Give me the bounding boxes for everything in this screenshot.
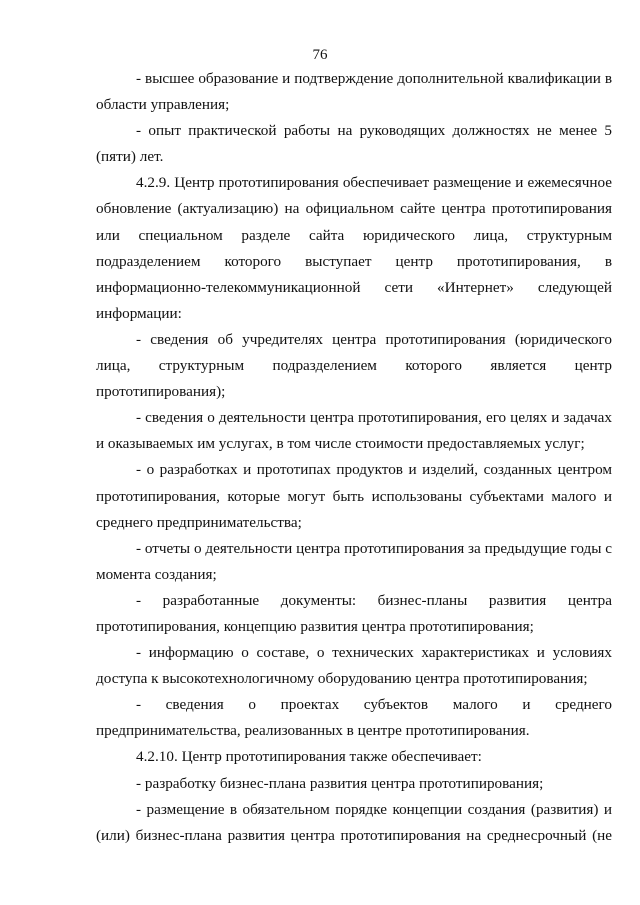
paragraph-4-2-10: 4.2.10. Центр прототипирования также обеспечивает: bbox=[136, 748, 482, 766]
document-body bbox=[96, 66, 612, 849]
list-item-projects-info: - сведения о проектах субъектов малого и среднего предпринимательства, реализованных в центре прототипирования. bbox=[96, 696, 612, 740]
list-item-concept-placement: - размещение в обязательном порядке концепции создания (развития) и (или) бизнес-плана развития центра прототипирования на среднесрочный (не bbox=[96, 800, 612, 844]
list-item-founders-info: - сведения об учредителях центра прототипирования (юридического лица, структурным подразделением которого является центр прототипирования); bbox=[96, 330, 612, 401]
paragraph-education-requirement: - высшее образование и подтверждение дополнительной квалификации в области управления; bbox=[96, 70, 612, 114]
list-item-documents-info: - разработанные документы: бизнес-планы развития центра прототипирования, концепцию развития центра прототипирования; bbox=[96, 591, 612, 635]
page-number: 76 bbox=[312, 47, 328, 63]
paragraph-experience-requirement: - опыт практической работы на руководящих должностях не менее 5 (пяти) лет. bbox=[96, 122, 612, 166]
list-item-activity-info: - сведения о деятельности центра прототипирования, его целях и задачах и оказываемых им услугах, в том числе стоимости предоставляемых услуг; bbox=[96, 409, 612, 453]
list-item-reports-info: - отчеты о деятельности центра прототипирования за предыдущие годы с момента создания; bbox=[96, 539, 612, 583]
list-item-equipment-info: - информацию о составе, о технических характеристиках и условиях доступа к высокотехнологичному оборудованию центра прототипирования; bbox=[96, 644, 612, 688]
list-item-business-plan: - разработку бизнес-плана развития центра прототипирования; bbox=[136, 774, 544, 792]
paragraph-4-2-9: 4.2.9. Центр прототипирования обеспечивает размещение и ежемесячное обновление (актуализацию) на официальном сайте центра прототипирования или специальном разделе сайта юридического лица, структурным подразделением которого выступает центр прототипирования, в информационно-телекоммуникационной сети «Интернет» следующей информации: bbox=[96, 174, 612, 322]
list-item-prototypes-info: - о разработках и прототипах продуктов и изделий, созданных центром прототипирования, которые могут быть использованы субъектами малого и среднего предпринимательства; bbox=[96, 461, 612, 531]
